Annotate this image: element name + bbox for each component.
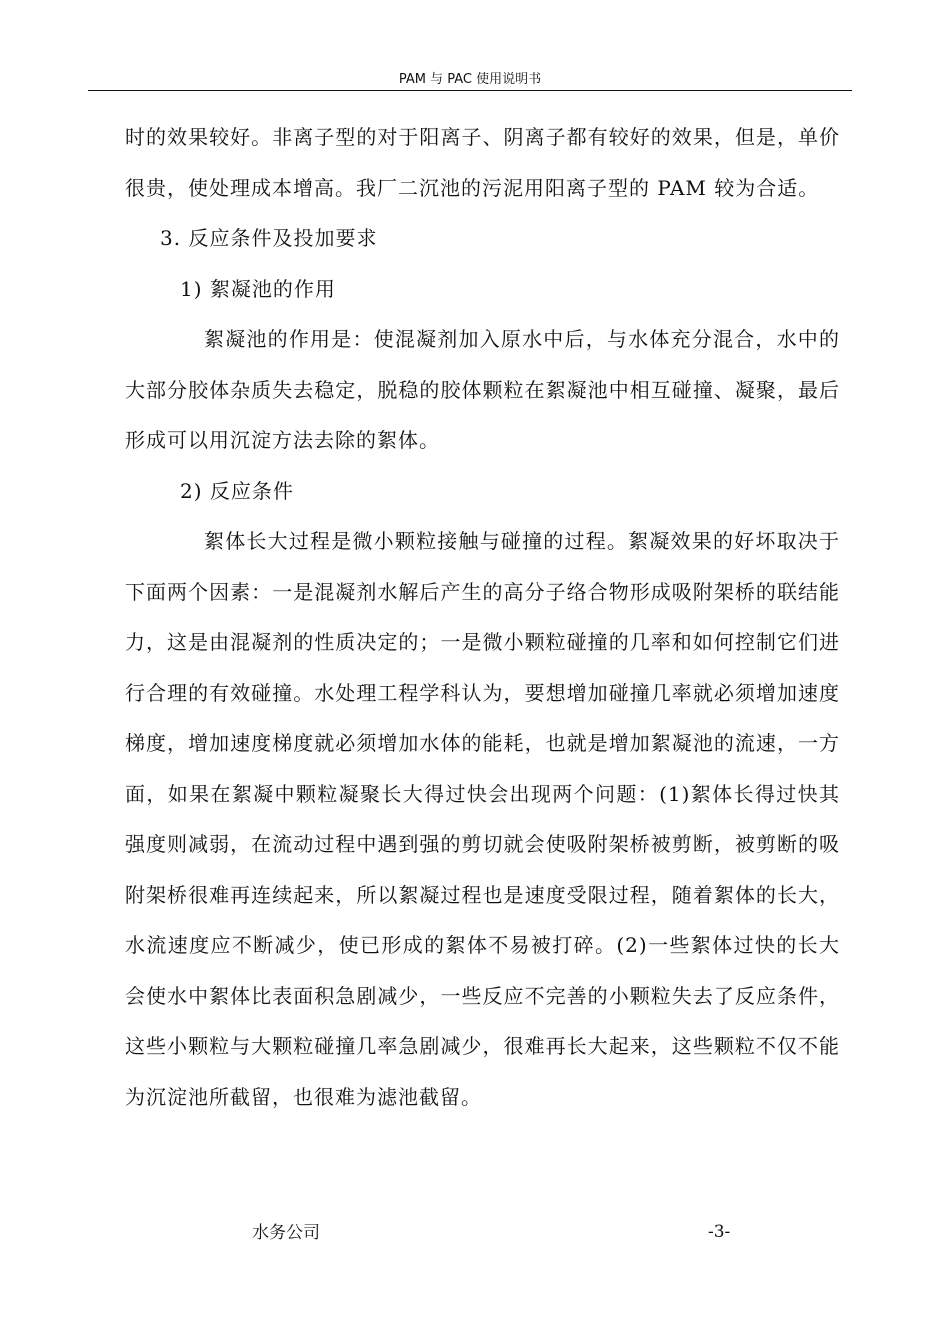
paragraph-continuation: 时的效果较好。非离子型的对于阳离子、阴离子都有较好的效果，但是，单价很贵，使处理成本增高。我厂二沉池的污泥用阳离子型的 PAM 较为合适。 — [125, 125, 840, 200]
page-number: -3- — [708, 1222, 731, 1242]
footer-company: 水务公司 — [252, 1223, 320, 1243]
page-header-title: PAM 与 PAC 使用说明书 — [398, 72, 542, 87]
document-body — [125, 112, 840, 1122]
paragraph-reaction-conditions: 絮体长大过程是微小颗粒接触与碰撞的过程。絮凝效果的好坏取决于下面两个因素：一是混凝剂水解后产生的高分子络合物形成吸附架桥的联结能力，这是由混凝剂的性质决定的；一是微小颗粒碰撞的几率和如何控制它们进行合理的有效碰撞。水处理工程学科认为，要想增加碰撞几率就必须增加速度梯度，增加速度梯度就必须增加水体的能耗，也就是增加絮凝池的流速，一方面，如果在絮凝中颗粒凝聚长大得过快会出现两个问题：(1)絮体长得过快其强度则减弱，在流动过程中遇到强的剪切就会使吸附架桥被剪断，被剪断的吸附架桥很难再连续起来，所以絮凝过程也是速度受限过程，随着絮体的长大，水流速度应不断减少，使已形成的絮体不易被打碎。(2)一些絮体过快的长大会使水中絮体比表面积急剧减少，一些反应不完善的小颗粒失去了反应条件，这些小颗粒与大颗粒碰撞几率急剧减少，很难再长大起来，这些颗粒不仅不能为沉淀池所截留，也很难为滤池截留。 — [125, 529, 840, 1109]
header-divider — [88, 90, 852, 91]
subheading-1: 1) 絮凝池的作用 — [180, 276, 336, 301]
paragraph-flocculation-role: 絮凝池的作用是：使混凝剂加入原水中后，与水体充分混合，水中的大部分胶体杂质失去稳定，脱稳的胶体颗粒在絮凝池中相互碰撞、凝聚，最后形成可以用沉淀方法去除的絮体。 — [125, 327, 840, 452]
subheading-2: 2) 反应条件 — [180, 478, 294, 503]
section-heading-3: 3. 反应条件及投加要求 — [160, 226, 378, 250]
